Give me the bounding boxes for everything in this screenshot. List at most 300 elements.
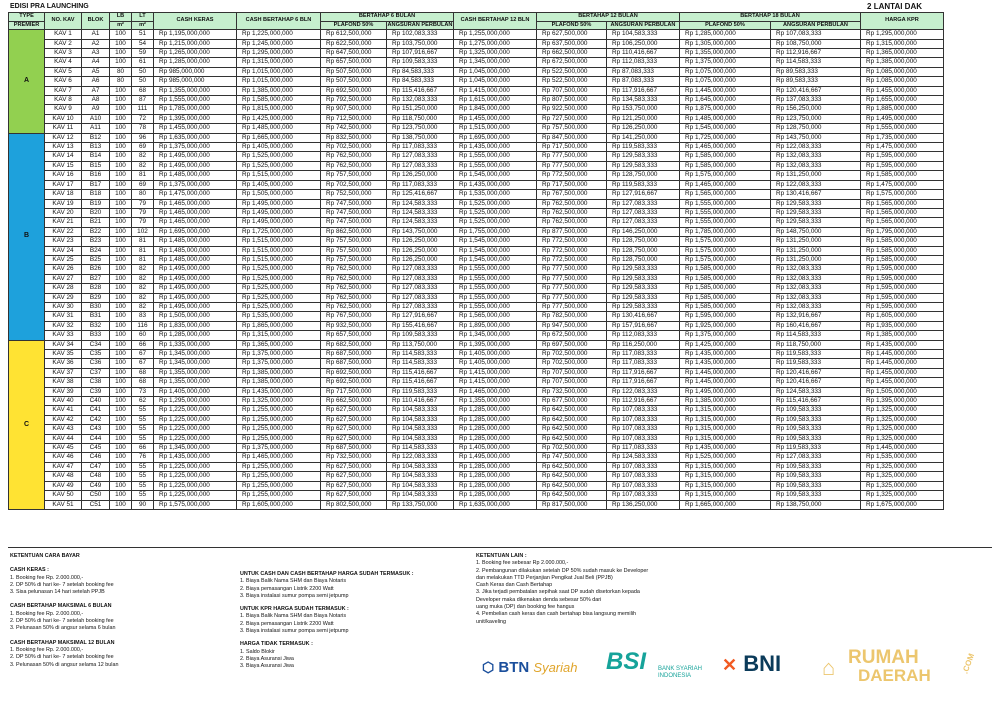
cell-cash-keras: Rp 1,265,000,000 bbox=[154, 49, 237, 58]
cell-angsuran-12: Rp 128,750,000 bbox=[607, 255, 680, 264]
cell-blok: B31 bbox=[82, 312, 110, 321]
cell-plafond-6: Rp 647,500,000 bbox=[321, 49, 387, 58]
cell-angsuran-6: Rp 151,250,000 bbox=[387, 105, 454, 114]
cell-lt: 81 bbox=[132, 246, 154, 255]
cell-cash-keras: Rp 985,000,000 bbox=[154, 77, 237, 86]
cell-cash-bertahap-12: Rp 1,045,000,000 bbox=[454, 77, 537, 86]
cell-cash-bertahap-12: Rp 1,345,000,000 bbox=[454, 58, 537, 67]
cell-blok: B23 bbox=[82, 237, 110, 246]
cell-cash-bertahap-12: Rp 1,545,000,000 bbox=[454, 171, 537, 180]
cell-harga-kpr: Rp 1,385,000,000 bbox=[861, 58, 944, 67]
table-row bbox=[9, 161, 944, 170]
include-cash-title: UNTUK CASH DAN CASH BERTAHAP HARGA SUDAH TERMASUK : bbox=[240, 571, 414, 577]
cell-angsuran-18: Rp 129,583,333 bbox=[771, 208, 861, 217]
cell-harga-kpr: Rp 1,595,000,000 bbox=[861, 302, 944, 311]
cell-angsuran-18: Rp 109,583,333 bbox=[771, 425, 861, 434]
cell-no-kav: KAV 24 bbox=[45, 246, 82, 255]
cell-cash-keras: Rp 1,455,000,000 bbox=[154, 124, 237, 133]
cell-lb: 100 bbox=[110, 114, 132, 123]
cell-no-kav: KAV 39 bbox=[45, 387, 82, 396]
cell-blok: A9 bbox=[82, 105, 110, 114]
cell-angsuran-6: Rp 114,583,333 bbox=[387, 350, 454, 359]
cell-cash-keras: Rp 1,465,000,000 bbox=[154, 199, 237, 208]
cell-plafond-12: Rp 642,500,000 bbox=[537, 481, 607, 490]
cell-cash-bertahap-6: Rp 1,465,000,000 bbox=[237, 453, 321, 462]
btn-logo-text: BTN bbox=[498, 659, 530, 676]
cell-angsuran-6: Rp 124,583,333 bbox=[387, 208, 454, 217]
cell-cash-bertahap-12: Rp 1,535,000,000 bbox=[454, 190, 537, 199]
cell-lb: 100 bbox=[110, 481, 132, 490]
cell-cash-bertahap-6: Rp 1,255,000,000 bbox=[237, 415, 321, 424]
cell-cash-bertahap-6: Rp 1,255,000,000 bbox=[237, 472, 321, 481]
cell-lt: 55 bbox=[132, 481, 154, 490]
terms-section bbox=[8, 547, 992, 706]
cell-plafond-6: Rp 757,500,000 bbox=[321, 246, 387, 255]
cell-cash-bertahap-6: Rp 1,365,000,000 bbox=[237, 340, 321, 349]
cell-angsuran-18: Rp 131,250,000 bbox=[771, 237, 861, 246]
cell-plafond-18: Rp 1,435,000,000 bbox=[680, 444, 771, 453]
cell-lt: 102 bbox=[132, 227, 154, 236]
cell-angsuran-18: Rp 123,750,000 bbox=[771, 114, 861, 123]
cell-lb: 80 bbox=[110, 77, 132, 86]
cb12-item: 2. DP 50% di hari ke- 7 setelah booking fee bbox=[10, 654, 114, 661]
cell-cash-bertahap-6: Rp 1,525,000,000 bbox=[237, 284, 321, 293]
payment-terms-title: KETENTUAN CARA BAYAR bbox=[10, 553, 80, 559]
table-row bbox=[9, 274, 944, 283]
cell-cash-bertahap-12: Rp 1,555,000,000 bbox=[454, 161, 537, 170]
header-premier: PREMIER bbox=[9, 21, 45, 30]
cell-no-kav: KAV 4 bbox=[45, 58, 82, 67]
cell-cash-keras: Rp 1,495,000,000 bbox=[154, 274, 237, 283]
cell-cash-bertahap-12: Rp 1,895,000,000 bbox=[454, 321, 537, 330]
cell-angsuran-18: Rp 109,583,333 bbox=[771, 406, 861, 415]
cell-cash-keras: Rp 1,345,000,000 bbox=[154, 444, 237, 453]
cell-no-kav: KAV 29 bbox=[45, 293, 82, 302]
cell-plafond-12: Rp 772,500,000 bbox=[537, 171, 607, 180]
cell-angsuran-12: Rp 127,083,333 bbox=[607, 218, 680, 227]
cell-cash-bertahap-6: Rp 1,525,000,000 bbox=[237, 265, 321, 274]
cell-cash-bertahap-12: Rp 1,435,000,000 bbox=[454, 180, 537, 189]
cb6-item: 3. Pelunasan 50% di angsur selama 6 bulan bbox=[10, 625, 116, 632]
cell-cash-bertahap-6: Rp 1,255,000,000 bbox=[237, 406, 321, 415]
cell-angsuran-12: Rp 117,083,333 bbox=[607, 444, 680, 453]
cell-angsuran-6: Rp 110,416,667 bbox=[387, 397, 454, 406]
table-row bbox=[9, 481, 944, 490]
cell-cash-bertahap-12: Rp 1,525,000,000 bbox=[454, 208, 537, 217]
cell-angsuran-12: Rp 141,250,000 bbox=[607, 133, 680, 142]
cell-blok: C37 bbox=[82, 368, 110, 377]
cell-angsuran-18: Rp 127,083,333 bbox=[771, 453, 861, 462]
header-plafond-18: PLAFOND 50% bbox=[680, 21, 771, 30]
other-term-item: 2. Pembangunan dilakukan setelah DP 50% sudah masuk ke Developer bbox=[476, 567, 649, 574]
bsi-logo bbox=[606, 648, 647, 675]
table-row bbox=[9, 331, 944, 340]
cell-plafond-18: Rp 1,075,000,000 bbox=[680, 77, 771, 86]
bni-logo bbox=[722, 651, 782, 676]
cell-harga-kpr: Rp 1,365,000,000 bbox=[861, 49, 944, 58]
cell-plafond-6: Rp 627,500,000 bbox=[321, 425, 387, 434]
cell-angsuran-12: Rp 127,083,333 bbox=[607, 199, 680, 208]
cb6-title: CASH BERTAHAP MAKSIMAL 6 BULAN bbox=[10, 603, 112, 610]
cell-lt: 67 bbox=[132, 359, 154, 368]
cell-plafond-6: Rp 762,500,000 bbox=[321, 274, 387, 283]
table-row bbox=[9, 302, 944, 311]
cell-cash-keras: Rp 1,215,000,000 bbox=[154, 39, 237, 48]
cell-lb: 100 bbox=[110, 387, 132, 396]
cell-blok: A2 bbox=[82, 39, 110, 48]
cell-lt: 73 bbox=[132, 387, 154, 396]
cell-plafond-18: Rp 1,315,000,000 bbox=[680, 481, 771, 490]
cell-plafond-6: Rp 687,500,000 bbox=[321, 444, 387, 453]
cell-plafond-18: Rp 1,585,000,000 bbox=[680, 152, 771, 161]
cell-plafond-6: Rp 762,500,000 bbox=[321, 161, 387, 170]
cell-blok: C47 bbox=[82, 462, 110, 471]
cell-no-kav: KAV 17 bbox=[45, 180, 82, 189]
cell-cash-keras: Rp 1,355,000,000 bbox=[154, 378, 237, 387]
cell-plafond-12: Rp 777,500,000 bbox=[537, 161, 607, 170]
cell-plafond-18: Rp 1,305,000,000 bbox=[680, 39, 771, 48]
cell-cash-bertahap-6: Rp 1,295,000,000 bbox=[237, 49, 321, 58]
cell-blok: B16 bbox=[82, 171, 110, 180]
other-term-item: 3. Jika terjadi pembatalan sepihak saat DP sudah disetorkan kepada bbox=[476, 589, 640, 596]
cell-cash-keras: Rp 1,495,000,000 bbox=[154, 152, 237, 161]
cell-angsuran-6: Rp 126,250,000 bbox=[387, 246, 454, 255]
cell-lb: 100 bbox=[110, 49, 132, 58]
cell-lb: 100 bbox=[110, 321, 132, 330]
cell-angsuran-12: Rp 129,583,333 bbox=[607, 265, 680, 274]
cell-plafond-12: Rp 762,500,000 bbox=[537, 199, 607, 208]
cell-lt: 55 bbox=[132, 491, 154, 500]
cell-plafond-12: Rp 772,500,000 bbox=[537, 237, 607, 246]
cell-lt: 68 bbox=[132, 368, 154, 377]
cell-plafond-12: Rp 677,500,000 bbox=[537, 397, 607, 406]
cell-harga-kpr: Rp 1,325,000,000 bbox=[861, 434, 944, 443]
cell-blok: B32 bbox=[82, 321, 110, 330]
table-row bbox=[9, 86, 944, 95]
cell-cash-bertahap-12: Rp 1,525,000,000 bbox=[454, 218, 537, 227]
cell-harga-kpr: Rp 1,565,000,000 bbox=[861, 199, 944, 208]
table-row bbox=[9, 105, 944, 114]
header-lt: LT bbox=[132, 13, 154, 22]
cell-angsuran-12: Rp 129,583,333 bbox=[607, 284, 680, 293]
cell-no-kav: KAV 38 bbox=[45, 378, 82, 387]
cell-lt: 87 bbox=[132, 96, 154, 105]
table-row bbox=[9, 378, 944, 387]
cell-plafond-12: Rp 877,500,000 bbox=[537, 227, 607, 236]
header-lt-unit: m² bbox=[132, 21, 154, 30]
table-row bbox=[9, 415, 944, 424]
cell-harga-kpr: Rp 1,535,000,000 bbox=[861, 453, 944, 462]
cell-plafond-18: Rp 1,315,000,000 bbox=[680, 425, 771, 434]
cell-lb: 100 bbox=[110, 444, 132, 453]
cell-lt: 82 bbox=[132, 293, 154, 302]
cell-blok: C36 bbox=[82, 359, 110, 368]
cell-plafond-6: Rp 732,500,000 bbox=[321, 453, 387, 462]
cell-blok: A6 bbox=[82, 77, 110, 86]
cell-angsuran-18: Rp 120,416,667 bbox=[771, 368, 861, 377]
cell-harga-kpr: Rp 1,595,000,000 bbox=[861, 161, 944, 170]
cell-angsuran-18: Rp 109,583,333 bbox=[771, 415, 861, 424]
cell-cash-bertahap-6: Rp 1,015,000,000 bbox=[237, 77, 321, 86]
header-cash-keras: CASH KERAS bbox=[154, 13, 237, 30]
cell-harga-kpr: Rp 1,325,000,000 bbox=[861, 472, 944, 481]
cell-blok: B24 bbox=[82, 246, 110, 255]
cell-lt: 82 bbox=[132, 152, 154, 161]
cell-blok: A5 bbox=[82, 67, 110, 76]
cell-harga-kpr: Rp 1,595,000,000 bbox=[861, 284, 944, 293]
cell-harga-kpr: Rp 1,325,000,000 bbox=[861, 491, 944, 500]
cell-harga-kpr: Rp 1,565,000,000 bbox=[861, 208, 944, 217]
cell-lb: 100 bbox=[110, 378, 132, 387]
cell-cash-keras: Rp 1,475,000,000 bbox=[154, 190, 237, 199]
table-row bbox=[9, 397, 944, 406]
cell-plafond-6: Rp 692,500,000 bbox=[321, 378, 387, 387]
cell-cash-bertahap-12: Rp 1,555,000,000 bbox=[454, 293, 537, 302]
cell-blok: B12 bbox=[82, 133, 110, 142]
cell-no-kav: KAV 34 bbox=[45, 340, 82, 349]
cell-harga-kpr: Rp 1,395,000,000 bbox=[861, 397, 944, 406]
cell-blok: B21 bbox=[82, 218, 110, 227]
cell-cash-bertahap-6: Rp 1,505,000,000 bbox=[237, 190, 321, 199]
cell-cash-bertahap-12: Rp 1,405,000,000 bbox=[454, 350, 537, 359]
cell-cash-keras: Rp 1,495,000,000 bbox=[154, 302, 237, 311]
cell-blok: A11 bbox=[82, 124, 110, 133]
cell-plafond-12: Rp 777,500,000 bbox=[537, 265, 607, 274]
cell-lb: 100 bbox=[110, 302, 132, 311]
cell-lb: 100 bbox=[110, 96, 132, 105]
cell-angsuran-6: Rp 104,583,333 bbox=[387, 491, 454, 500]
price-table bbox=[8, 12, 944, 510]
table-row bbox=[9, 472, 944, 481]
cell-angsuran-18: Rp 132,083,333 bbox=[771, 161, 861, 170]
cell-blok: C35 bbox=[82, 350, 110, 359]
cell-angsuran-18: Rp 156,250,000 bbox=[771, 105, 861, 114]
cell-blok: C38 bbox=[82, 378, 110, 387]
table-row bbox=[9, 218, 944, 227]
cell-angsuran-12: Rp 87,083,333 bbox=[607, 67, 680, 76]
cell-lb: 100 bbox=[110, 143, 132, 152]
cell-harga-kpr: Rp 1,585,000,000 bbox=[861, 237, 944, 246]
cell-angsuran-6: Rp 119,583,333 bbox=[387, 387, 454, 396]
cell-blok: C48 bbox=[82, 472, 110, 481]
cell-lt: 55 bbox=[132, 462, 154, 471]
cell-angsuran-12: Rp 157,916,667 bbox=[607, 321, 680, 330]
cell-cash-bertahap-6: Rp 1,865,000,000 bbox=[237, 321, 321, 330]
header-lb: LB bbox=[110, 13, 132, 22]
cell-no-kav: KAV 10 bbox=[45, 114, 82, 123]
cell-cash-keras: Rp 1,695,000,000 bbox=[154, 227, 237, 236]
cell-plafond-18: Rp 1,555,000,000 bbox=[680, 199, 771, 208]
table-row bbox=[9, 96, 944, 105]
cell-cash-bertahap-12: Rp 1,255,000,000 bbox=[454, 30, 537, 39]
cell-plafond-6: Rp 622,500,000 bbox=[321, 39, 387, 48]
cell-angsuran-18: Rp 137,083,333 bbox=[771, 96, 861, 105]
other-term-item: 1. Booking fee sebesar Rp 2.000.000,- bbox=[476, 560, 569, 567]
cell-angsuran-18: Rp 138,750,000 bbox=[771, 500, 861, 509]
cell-angsuran-6: Rp 127,083,333 bbox=[387, 284, 454, 293]
cell-no-kav: KAV 26 bbox=[45, 265, 82, 274]
cell-no-kav: KAV 49 bbox=[45, 481, 82, 490]
cell-harga-kpr: Rp 1,595,000,000 bbox=[861, 274, 944, 283]
cell-cash-keras: Rp 1,495,000,000 bbox=[154, 284, 237, 293]
cell-plafond-6: Rp 627,500,000 bbox=[321, 491, 387, 500]
price-inclusions bbox=[240, 548, 476, 671]
cell-plafond-18: Rp 1,075,000,000 bbox=[680, 67, 771, 76]
cell-plafond-6: Rp 767,500,000 bbox=[321, 312, 387, 321]
cell-blok: B14 bbox=[82, 152, 110, 161]
cell-plafond-12: Rp 642,500,000 bbox=[537, 406, 607, 415]
cell-plafond-6: Rp 627,500,000 bbox=[321, 434, 387, 443]
header-blok: BLOK bbox=[82, 13, 110, 30]
cell-no-kav: KAV 28 bbox=[45, 284, 82, 293]
cell-angsuran-18: Rp 128,750,000 bbox=[771, 124, 861, 133]
cell-no-kav: KAV 35 bbox=[45, 350, 82, 359]
cell-plafond-18: Rp 1,315,000,000 bbox=[680, 434, 771, 443]
cell-lb: 100 bbox=[110, 171, 132, 180]
cell-plafond-6: Rp 752,500,000 bbox=[321, 190, 387, 199]
cell-angsuran-18: Rp 131,250,000 bbox=[771, 246, 861, 255]
cell-harga-kpr: Rp 1,455,000,000 bbox=[861, 86, 944, 95]
cell-cash-bertahap-12: Rp 1,555,000,000 bbox=[454, 265, 537, 274]
cell-cash-bertahap-12: Rp 1,755,000,000 bbox=[454, 227, 537, 236]
cell-plafond-18: Rp 1,435,000,000 bbox=[680, 359, 771, 368]
cell-angsuran-12: Rp 107,083,333 bbox=[607, 472, 680, 481]
cell-angsuran-12: Rp 107,083,333 bbox=[607, 406, 680, 415]
cell-plafond-12: Rp 777,500,000 bbox=[537, 302, 607, 311]
table-row bbox=[9, 312, 944, 321]
cell-angsuran-6: Rp 123,750,000 bbox=[387, 124, 454, 133]
cell-cash-bertahap-12: Rp 1,285,000,000 bbox=[454, 425, 537, 434]
cell-cash-bertahap-12: Rp 1,045,000,000 bbox=[454, 67, 537, 76]
cell-plafond-6: Rp 762,500,000 bbox=[321, 265, 387, 274]
cell-angsuran-6: Rp 84,583,333 bbox=[387, 67, 454, 76]
bsi-logo-caption bbox=[658, 666, 702, 680]
cell-lt: 82 bbox=[132, 302, 154, 311]
cell-cash-keras: Rp 1,465,000,000 bbox=[154, 218, 237, 227]
cell-cash-bertahap-6: Rp 1,495,000,000 bbox=[237, 208, 321, 217]
cell-plafond-12: Rp 707,500,000 bbox=[537, 86, 607, 95]
cell-angsuran-12: Rp 129,583,333 bbox=[607, 152, 680, 161]
cb12-title: CASH BERTAHAP MAKSIMAL 12 BULAN bbox=[10, 639, 115, 646]
cell-angsuran-18: Rp 132,083,333 bbox=[771, 302, 861, 311]
cell-plafond-18: Rp 1,565,000,000 bbox=[680, 190, 771, 199]
cell-cash-bertahap-12: Rp 1,285,000,000 bbox=[454, 491, 537, 500]
cell-plafond-6: Rp 627,500,000 bbox=[321, 462, 387, 471]
cell-plafond-18: Rp 1,645,000,000 bbox=[680, 96, 771, 105]
table-row bbox=[9, 237, 944, 246]
cb12-item: 1. Booking fee Rp. 2.000.000,- bbox=[10, 646, 84, 653]
cell-lt: 66 bbox=[132, 340, 154, 349]
table-row bbox=[9, 500, 944, 509]
cell-no-kav: KAV 7 bbox=[45, 86, 82, 95]
exclude-title: HARGA TIDAK TERMASUK : bbox=[240, 641, 313, 648]
cell-plafond-6: Rp 792,500,000 bbox=[321, 96, 387, 105]
cell-harga-kpr: Rp 1,445,000,000 bbox=[861, 444, 944, 453]
cell-blok: C49 bbox=[82, 481, 110, 490]
cell-lt: 79 bbox=[132, 218, 154, 227]
cell-plafond-12: Rp 672,500,000 bbox=[537, 58, 607, 67]
table-row bbox=[9, 77, 944, 86]
cell-cash-keras: Rp 1,225,000,000 bbox=[154, 415, 237, 424]
table-row bbox=[9, 406, 944, 415]
cell-plafond-18: Rp 1,425,000,000 bbox=[680, 340, 771, 349]
cell-no-kav: KAV 27 bbox=[45, 274, 82, 283]
header-angsuran-12: ANGSURAN PERBULAN bbox=[607, 21, 680, 30]
cell-angsuran-12: Rp 127,083,333 bbox=[607, 208, 680, 217]
cell-lb: 100 bbox=[110, 30, 132, 39]
cell-plafond-6: Rp 692,500,000 bbox=[321, 368, 387, 377]
include-cash-item: 3. Biaya instalasi sumur pompa semi jetpump bbox=[240, 592, 349, 599]
cell-harga-kpr: Rp 1,325,000,000 bbox=[861, 406, 944, 415]
table-row bbox=[9, 199, 944, 208]
cell-lb: 100 bbox=[110, 350, 132, 359]
cell-angsuran-6: Rp 133,750,000 bbox=[387, 500, 454, 509]
type-group-cell: C bbox=[9, 340, 45, 509]
cell-angsuran-6: Rp 104,583,333 bbox=[387, 472, 454, 481]
cell-plafond-18: Rp 1,585,000,000 bbox=[680, 284, 771, 293]
cell-lt: 78 bbox=[132, 124, 154, 133]
cell-no-kav: KAV 18 bbox=[45, 190, 82, 199]
cell-no-kav: KAV 36 bbox=[45, 359, 82, 368]
cell-no-kav: KAV 47 bbox=[45, 462, 82, 471]
cell-lt: 55 bbox=[132, 415, 154, 424]
cell-lb: 100 bbox=[110, 397, 132, 406]
cell-no-kav: KAV 44 bbox=[45, 434, 82, 443]
btn-logo bbox=[482, 659, 578, 676]
cell-cash-keras: Rp 1,495,000,000 bbox=[154, 265, 237, 274]
cell-harga-kpr: Rp 1,325,000,000 bbox=[861, 425, 944, 434]
cell-angsuran-12: Rp 107,083,333 bbox=[607, 462, 680, 471]
cell-cash-bertahap-6: Rp 1,385,000,000 bbox=[237, 368, 321, 377]
cell-plafond-18: Rp 1,385,000,000 bbox=[680, 397, 771, 406]
cell-angsuran-18: Rp 132,083,333 bbox=[771, 265, 861, 274]
cell-blok: B13 bbox=[82, 143, 110, 152]
cell-angsuran-12: Rp 136,250,000 bbox=[607, 500, 680, 509]
cell-angsuran-18: Rp 129,583,333 bbox=[771, 218, 861, 227]
cell-no-kav: KAV 31 bbox=[45, 312, 82, 321]
cell-angsuran-18: Rp 119,583,333 bbox=[771, 350, 861, 359]
cell-harga-kpr: Rp 1,935,000,000 bbox=[861, 321, 944, 330]
table-row bbox=[9, 171, 944, 180]
cell-angsuran-18: Rp 115,416,667 bbox=[771, 397, 861, 406]
cell-angsuran-6: Rp 155,416,667 bbox=[387, 321, 454, 330]
cell-angsuran-12: Rp 127,916,667 bbox=[607, 190, 680, 199]
cell-no-kav: KAV 50 bbox=[45, 491, 82, 500]
cell-plafond-12: Rp 807,500,000 bbox=[537, 96, 607, 105]
cell-lb: 100 bbox=[110, 152, 132, 161]
cell-plafond-18: Rp 1,315,000,000 bbox=[680, 462, 771, 471]
cell-plafond-6: Rp 687,500,000 bbox=[321, 350, 387, 359]
cell-angsuran-12: Rp 146,250,000 bbox=[607, 227, 680, 236]
header-plafond-6: PLAFOND 50% bbox=[321, 21, 387, 30]
cell-plafond-18: Rp 1,575,000,000 bbox=[680, 237, 771, 246]
cell-angsuran-12: Rp 128,750,000 bbox=[607, 237, 680, 246]
cell-no-kav: KAV 37 bbox=[45, 368, 82, 377]
cell-angsuran-12: Rp 128,750,000 bbox=[607, 171, 680, 180]
cell-plafond-18: Rp 1,875,000,000 bbox=[680, 105, 771, 114]
cell-plafond-12: Rp 702,500,000 bbox=[537, 359, 607, 368]
cell-harga-kpr: Rp 1,735,000,000 bbox=[861, 133, 944, 142]
cell-harga-kpr: Rp 1,555,000,000 bbox=[861, 124, 944, 133]
cb6-item: 2. DP 50% di hari ke- 7 setelah booking fee bbox=[10, 618, 114, 625]
cell-angsuran-18: Rp 120,416,667 bbox=[771, 86, 861, 95]
cell-cash-bertahap-12: Rp 1,275,000,000 bbox=[454, 39, 537, 48]
cell-angsuran-12: Rp 110,416,667 bbox=[607, 49, 680, 58]
cell-cash-bertahap-12: Rp 1,555,000,000 bbox=[454, 302, 537, 311]
cell-angsuran-6: Rp 118,750,000 bbox=[387, 114, 454, 123]
cell-angsuran-6: Rp 126,250,000 bbox=[387, 237, 454, 246]
cell-lt: 69 bbox=[132, 143, 154, 152]
